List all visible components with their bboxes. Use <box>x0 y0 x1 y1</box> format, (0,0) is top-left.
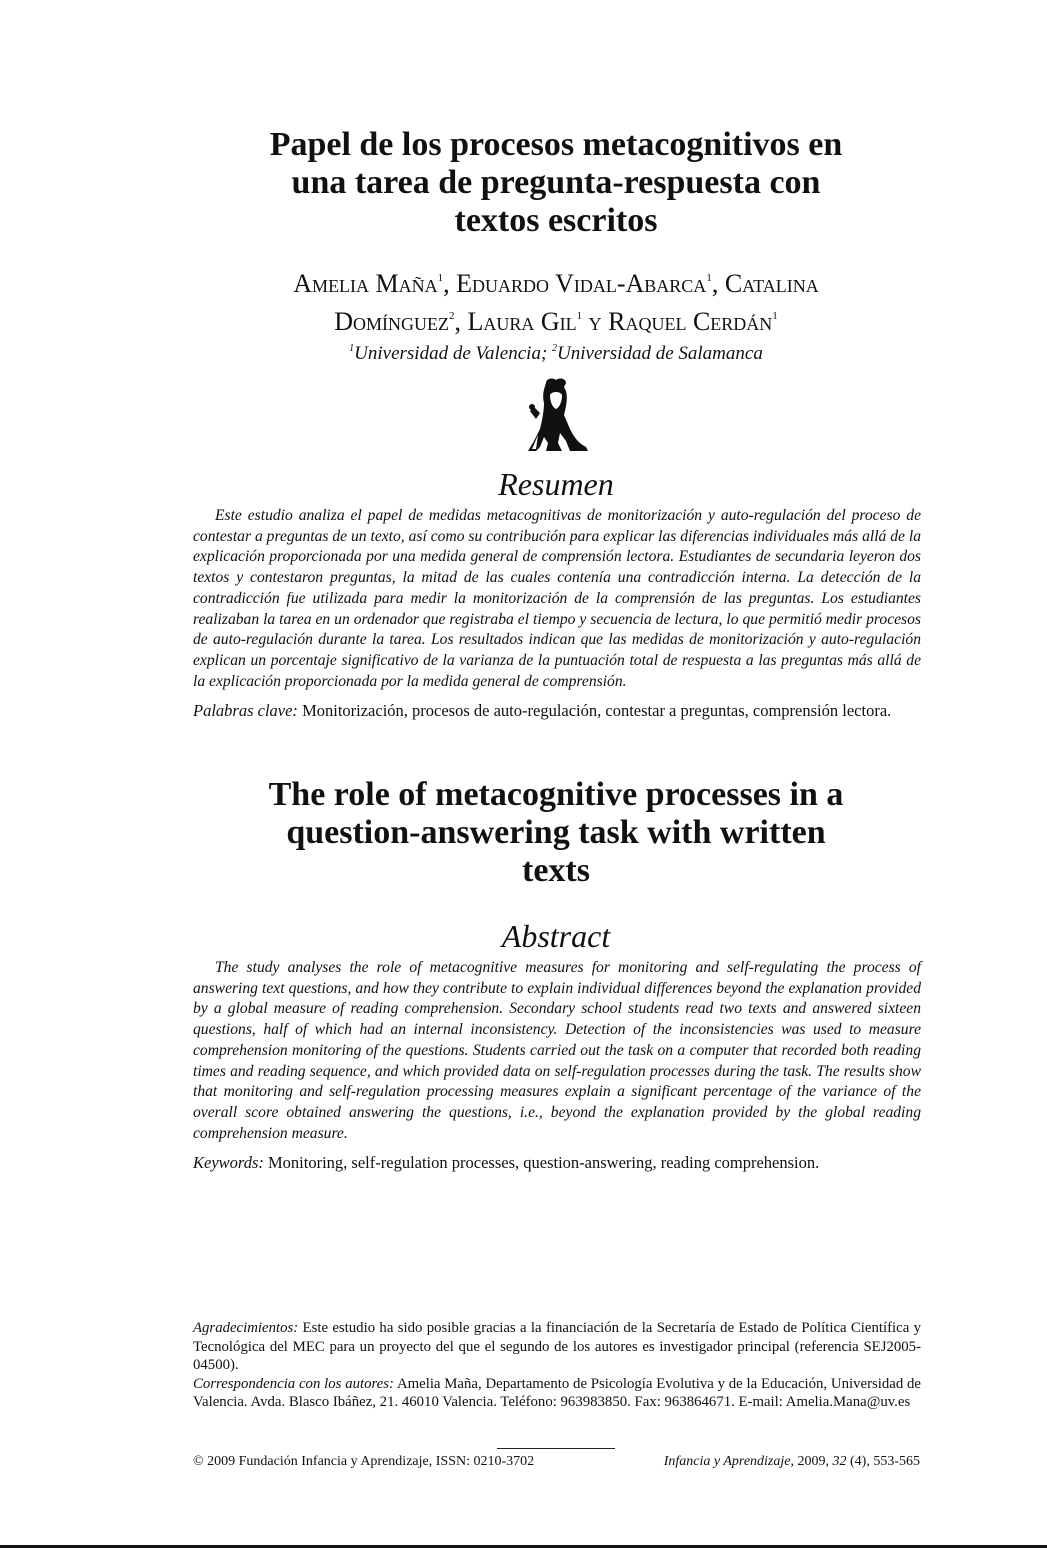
footnotes <box>193 1319 921 1412</box>
journal-year: 2009, <box>794 1454 833 1469</box>
keywords-label: Keywords: <box>193 1153 264 1172</box>
title-english <box>150 776 962 890</box>
corr-text: Amelia Maña, Departamento de Psicología Evolutiva y de la Educación, Universidad de Valencia. Avda. Blasco Ibáñez, 21. 46010 Valencia. Teléfono: 963983850. Fax: 963864671. E-mail: Amelia.Mana@uv.es <box>193 1375 921 1410</box>
journal-volume: 32 <box>832 1454 847 1469</box>
author-name: Domínguez <box>334 307 449 336</box>
author-affil-mark: 2 <box>448 310 455 322</box>
author-name: , Catalina <box>711 269 819 298</box>
author-name: , Laura Gil <box>454 307 577 336</box>
affil-mark: 1 <box>349 343 355 354</box>
author-affil-mark: 1 <box>576 310 583 322</box>
affiliations <box>150 337 962 366</box>
abstract-heading: Abstract <box>501 918 611 954</box>
title-spanish <box>150 126 962 240</box>
journal-citation <box>664 1454 920 1470</box>
affiliation-1: Universidad de Valencia; <box>354 343 553 364</box>
footer-divider <box>497 1448 615 1449</box>
resumen-text: Este estudio analiza el papel de medidas metacognitivas de monitorización y auto-regulación del proceso de contestar a preguntas de un texto, así como su contribución para explicar las diferencias individuales más allá de la explicación proporcionada por una medida general de comprensión lectora. Estudiantes de secundaria leyeron dos textos y contestaron preguntas, la mitad de las cuales contenía una contradicción interna. La detección de la contradicción fue utilizada para medir la monitorización de la comprensión de las preguntas. Los estudiantes realizaban la tarea en un ordenador que registraba el tiempo y secuencia de lectura, lo que permitió medir procesos de auto-regulación durante la tarea. Los resultados indican que las medidas de monitorización y auto-regulación explican un porcentaje significativo de la varianza de la puntuación total de respuesta a las preguntas más allá de la explicación proporcionada por la medida general de comprensión. <box>193 507 921 690</box>
abstract-text: The study analyses the role of metacognitive measures for monitoring and self-regulating the process of answering text questions, and how they contribute to explain individual differences beyond the explanation provided by a global measure of reading comprehension. Secondary school students read two texts and answered sixteen questions, half of which had an internal inconsistency. Detection of the inconsistencies was used to measure comprehension monitoring of the questions. Students carried out the task on a computer that recorded both reading times and reading sequence, and which provided data on self-regulation processes during the task. The results show that monitoring and self-regulation processing measures explain a significant percentage of the variance of the overall score obtained answering the questions, i.e., beyond the explanation provided by the global reading comprehension measure. <box>193 959 921 1142</box>
keywords-spanish <box>193 700 921 721</box>
ack-text: Este estudio ha sido posible gracias a la financiación de la Secretaría de Estado de Política Científica y Tecnológica del MEC para un proyecto del que el segundo de los autores es investigador principal (referencia SEJ2005-04500). <box>193 1320 921 1373</box>
corr-label: Correspondencia con los autores: <box>193 1375 394 1392</box>
correspondence-note <box>193 1375 921 1412</box>
author-name: Amelia Maña <box>293 269 438 298</box>
author-affil-mark: 1 <box>772 310 778 322</box>
publisher-logo-icon <box>516 377 596 453</box>
resumen-heading: Resumen <box>498 466 614 502</box>
title-en-line-3: texts <box>522 852 590 889</box>
copyright-notice: © 2009 Fundación Infancia y Aprendizaje, ISSN: 0210-3702 <box>193 1454 535 1469</box>
author-name: , Eduardo Vidal-Abarca <box>443 269 707 298</box>
keywords-text: Monitorización, procesos de auto-regulación, contestar a preguntas, comprensión lectora. <box>297 701 892 720</box>
journal-name: Infancia y Aprendizaje, <box>663 1454 794 1469</box>
journal-issue-pages: (4), 553-565 <box>846 1454 920 1469</box>
ack-label: Agradecimientos: <box>193 1320 299 1336</box>
keywords-english <box>193 1152 921 1173</box>
author-list <box>150 262 962 338</box>
title-en-line-1: The role of metacognitive processes in a <box>268 776 844 813</box>
affil-mark: 2 <box>552 343 558 354</box>
keywords-label: Palabras clave: <box>193 701 298 720</box>
acknowledgements-note <box>193 1319 921 1375</box>
title-es-line-3: textos escritos <box>454 202 658 239</box>
title-es-line-2: una tarea de pregunta-respuesta con <box>291 164 821 201</box>
page-bottom-border <box>0 1545 1047 1548</box>
title-en-line-2: question-answering task with written <box>286 814 826 851</box>
affiliation-2: Universidad de Salamanca <box>557 343 763 364</box>
title-es-line-1: Papel de los procesos metacognitivos en <box>269 126 843 163</box>
author-name: y Raquel Cerdán <box>582 307 773 336</box>
keywords-text: Monitoring, self-regulation processes, question-answering, reading comprehension. <box>263 1153 820 1172</box>
author-affil-mark: 1 <box>437 272 444 284</box>
author-affil-mark: 1 <box>706 272 712 284</box>
